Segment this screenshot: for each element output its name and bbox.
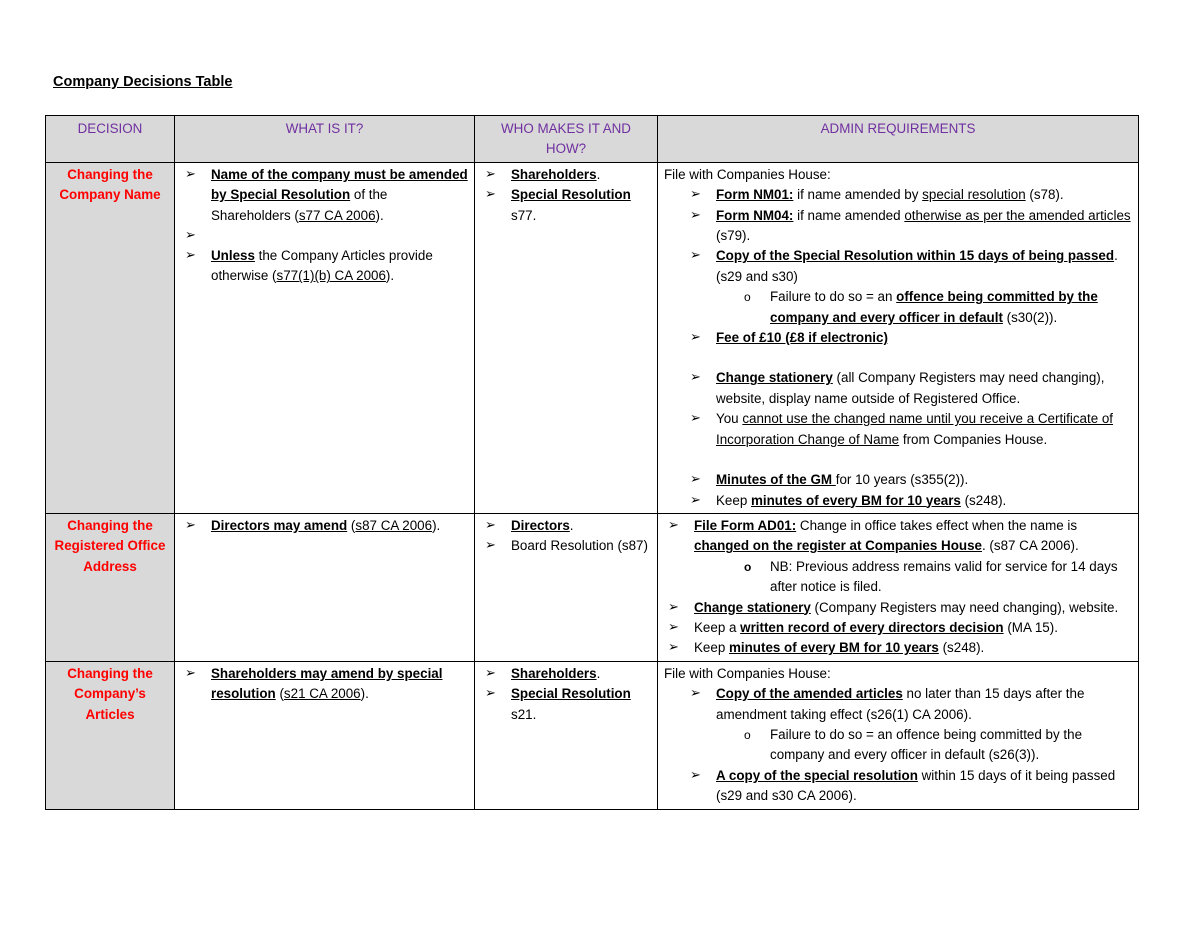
- list-item: ➢ Form NM01: if name amended by special resolution (s78).: [686, 185, 1132, 205]
- header-what-is-it: WHAT IS IT?: [175, 116, 475, 163]
- list-item: ➢ Directors.: [481, 516, 651, 536]
- header-row: [46, 116, 1139, 163]
- list-item: ➢ Board Resolution (s87): [481, 536, 651, 556]
- what-cell: [175, 162, 475, 513]
- table-row: [46, 513, 1139, 661]
- list-item: ➢ File Form AD01: Change in office takes effect when the name is changed on the register at Companies House. (s87 CA 2006).: [664, 516, 1132, 557]
- admin-intro: File with Companies House:: [664, 665, 831, 681]
- list-item: ➢ Shareholders.: [481, 165, 651, 185]
- list-item: ➢ Unless the Company Articles provide otherwise (s77(1)(b) CA 2006).: [181, 246, 468, 287]
- page-title: Company Decisions Table: [53, 74, 233, 90]
- admin-cell: [658, 513, 1139, 661]
- admin-cell: [658, 661, 1139, 809]
- list-item: ➢ Fee of £10 (£8 if electronic): [686, 328, 1132, 348]
- list-item: ➢ Form NM04: if name amended otherwise as per the amended articles (s79).: [686, 206, 1132, 247]
- list-item: ➢ Special Resolution s21.: [481, 684, 651, 725]
- list-item: ➢ Shareholders.: [481, 664, 651, 684]
- decision-cell: Changing the Registered Office Address: [46, 513, 175, 661]
- list-item: ➢ Change stationery (all Company Registers may need changing), website, display name outside of Registered Office.: [686, 368, 1132, 409]
- admin-cell: [658, 162, 1139, 513]
- list-item: ➢ Keep minutes of every BM for 10 years (s248).: [686, 491, 1132, 511]
- what-cell: [175, 661, 475, 809]
- list-item: ➢ Copy of the amended articles no later than 15 days after the amendment taking effect (s26(1) CA 2006).: [686, 684, 1132, 725]
- sub-list-item: o NB: Previous address remains valid for service for 14 days after notice is filed.: [744, 557, 1132, 598]
- what-cell: [175, 513, 475, 661]
- list-item: ➢ Keep a written record of every directors decision (MA 15).: [664, 618, 1132, 638]
- who-cell: [475, 513, 658, 661]
- list-item: ➢ Minutes of the GM for 10 years (s355(2)).: [686, 470, 1132, 490]
- who-cell: [475, 162, 658, 513]
- decision-cell: Changing the Company’s Articles: [46, 661, 175, 809]
- table-row: [46, 661, 1139, 809]
- list-item: ➢ Directors may amend (s87 CA 2006).: [181, 516, 468, 536]
- admin-intro: File with Companies House:: [664, 166, 831, 182]
- list-item: ➢ Name of the company must be amended by Special Resolution of the Shareholders (s77 CA 2006).: [181, 165, 468, 226]
- who-cell: [475, 661, 658, 809]
- company-decisions-table: [45, 115, 1139, 810]
- list-item: ➢ Change stationery (Company Registers may need changing), website.: [664, 598, 1132, 618]
- header-decision: DECISION: [46, 116, 175, 163]
- list-item: ➢ You cannot use the changed name until you receive a Certificate of Incorporation Change of Name from Companies House.: [686, 409, 1132, 450]
- list-item: ➢ Special Resolution s77.: [481, 185, 651, 226]
- table-row: [46, 162, 1139, 513]
- list-item: ➢ A copy of the special resolution within 15 days of it being passed (s29 and s30 CA 2006).: [686, 766, 1132, 807]
- sub-list-item: o Failure to do so = an offence being committed by the company and every officer in default (s30(2)).: [744, 287, 1132, 328]
- list-item: ➢ Copy of the Special Resolution within 15 days of being passed. (s29 and s30): [686, 246, 1132, 287]
- list-item: ➢ Keep minutes of every BM for 10 years (s248).: [664, 638, 1132, 658]
- decision-cell: Changing the Company Name: [46, 162, 175, 513]
- list-item: ➢ Shareholders may amend by special resolution (s21 CA 2006).: [181, 664, 468, 705]
- header-who-makes-it: WHO MAKES IT AND HOW?: [475, 116, 658, 163]
- header-admin-requirements: ADMIN REQUIREMENTS: [658, 116, 1139, 163]
- sub-list-item: o Failure to do so = an offence being committed by the company and every officer in default (s26(3)).: [744, 725, 1132, 766]
